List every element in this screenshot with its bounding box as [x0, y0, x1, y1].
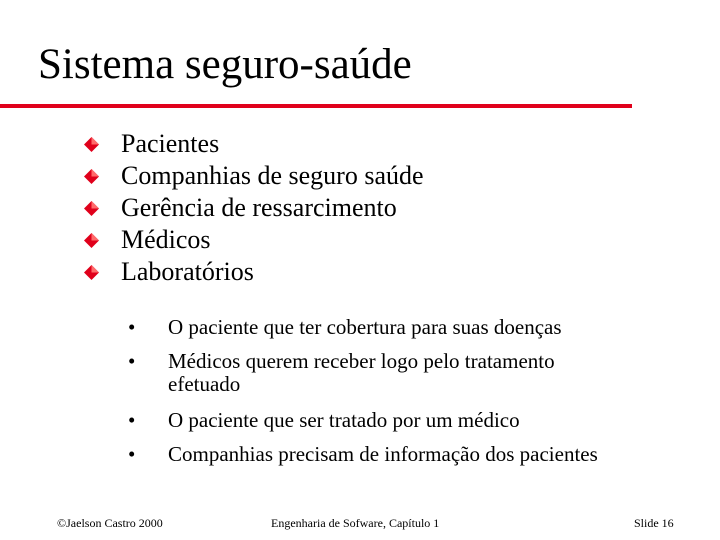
bullet-item	[84, 160, 424, 192]
sub-bullet-item	[128, 443, 688, 466]
sub-bullet-dot: •	[128, 315, 136, 339]
sub-bullet-text: Médicos querem receber logo pelo tratamento efetuado	[168, 349, 555, 396]
sub-bullet-list	[128, 316, 688, 477]
bullet-text: Pacientes	[121, 129, 220, 158]
title-divider	[0, 104, 632, 108]
bullet-text: Companhias de seguro saúde	[121, 161, 424, 190]
sub-bullet-dot: •	[128, 442, 136, 466]
diamond-bullet-icon	[84, 233, 99, 248]
sub-bullet-text: O paciente que ser tratado por um médico	[168, 408, 520, 432]
sub-bullet-dot: •	[128, 349, 136, 373]
diamond-bullet-icon	[84, 201, 99, 216]
sub-bullet-text: Companhias precisam de informação dos pacientes	[168, 442, 598, 466]
sub-bullet-item	[128, 409, 688, 432]
diamond-bullet-icon	[84, 137, 99, 152]
bullet-item	[84, 192, 424, 224]
bullet-item	[84, 128, 424, 160]
diamond-bullet-icon	[84, 265, 99, 280]
main-bullet-list	[84, 128, 424, 288]
footer-course-title: Engenharia de Sofware, Capítulo 1	[271, 516, 440, 530]
bullet-text: Médicos	[121, 225, 211, 254]
bullet-text: Laboratórios	[121, 257, 254, 286]
bullet-item	[84, 256, 424, 288]
sub-bullet-text: O paciente que ter cobertura para suas doenças	[168, 315, 562, 339]
slide-title: Sistema seguro-saúde	[38, 41, 412, 88]
bullet-text: Gerência de ressarcimento	[121, 193, 397, 222]
footer-slide-number: Slide 16	[634, 516, 674, 530]
sub-bullet-item	[128, 350, 688, 396]
sub-bullet-item	[128, 316, 688, 339]
sub-bullet-dot: •	[128, 408, 136, 432]
footer-copyright: ©Jaelson Castro 2000	[57, 516, 163, 530]
diamond-bullet-icon	[84, 169, 99, 184]
bullet-item	[84, 224, 424, 256]
